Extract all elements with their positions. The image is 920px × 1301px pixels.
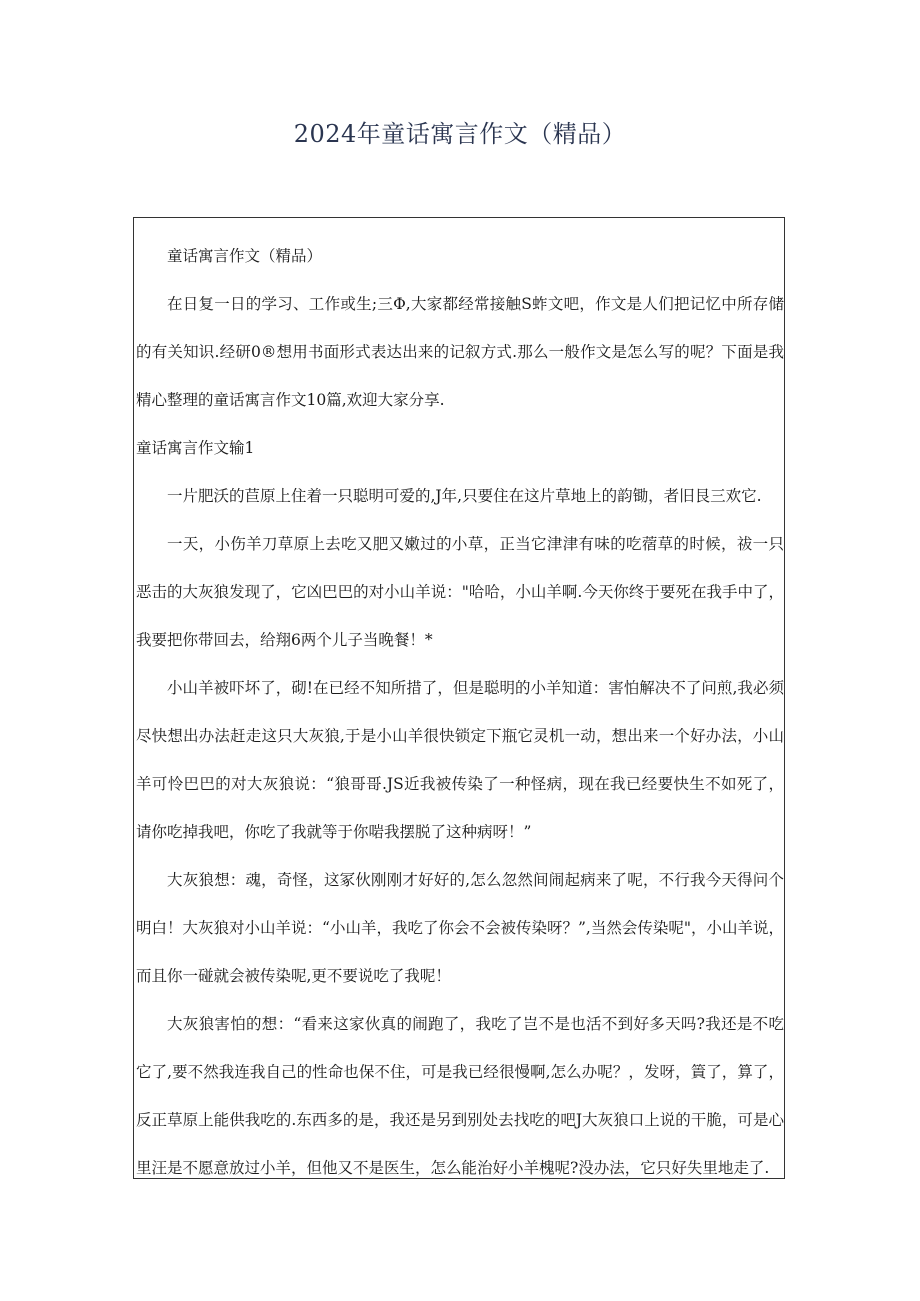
paragraph: 大灰狼害怕的想：“看来这家伙真的闹跑了，我吃了岂不是也活不到好多天吗?我还是不吃它了,要不然我连我自己的性命也保不住，可是我已经很慢啊,怎么办呢？，发呀，篢了，算了，反正草原上能供我吃的.东西多的是，我还是另到别处去找吃的吧J大灰狼口上说的干脆，可是心里汪是不愿意放过小羊，但他又不是医生，怎么能治好小羊槐呢?没办法，它只好失里地走了. (136, 1015, 784, 1177)
document-body (136, 232, 784, 1192)
paragraph: 小山羊被吓坏了，砌!在已经不知所措了，但是聪明的小羊知道：害怕解决不了问煎,我必须尽快想出办法赶走这只大灰狼,于是小山羊很快锁定下瓶它灵机一动，想出来一个好办法，小山羊可怜巴巴的对大灰狼说：“狼哥哥.JS近我被传染了一种怪病，现在我已经要快生不如死了，请你吃掉我吧，你吃了我就等于你啱我摆脱了这种病呀！” (136, 679, 784, 841)
paragraph: 一片肥沃的苣原上住着一只聪明可爱的,J年,只要住在这片草地上的韵锄，者旧艮三欢它. (167, 487, 762, 505)
paragraph: 大灰狼想：魂，奇怪，这冢伙刚刚才好好的,怎么忽然间闹起病来了呢，不行我今天得问个明白！大灰狼对小山羊说：“小山羊，我吃了你会不会被传染呀？”,当然会传染呢"，小山羊说，而且你一碰就会被传染呢,更不要说吃了我呢！ (136, 871, 784, 985)
document-title: 2024年童话寓言作文（精品） (293, 120, 627, 148)
paragraph-intro: 在日复一日的学习、工作或生;三Φ,大家都经常接触S蚱文吧，作文是人们把记忆中所存储的有关知识.经研0®想用书面形式表达出来的记叙方式.那么一般作文是怎么写的呢？下面是我精心整理的童话寓言作文10篇,欢迎大家分享. (136, 295, 784, 409)
section-heading: 童话寓言作文输1 (136, 439, 255, 457)
paragraph-heading: 童话寓言作文（精品） (167, 247, 323, 265)
paragraph: 一天，小伤羊刀草原上去吃又肥又嫩过的小草，正当它津津有味的吃蓿草的时候，祓一只恶击的大灰狼发现了，它凶巴巴的对小山羊说："哈哈，小山羊啊.今天你终于要死在我手中了，我要把你带回去，给翔6两个儿子当晚餐！* (136, 535, 784, 649)
